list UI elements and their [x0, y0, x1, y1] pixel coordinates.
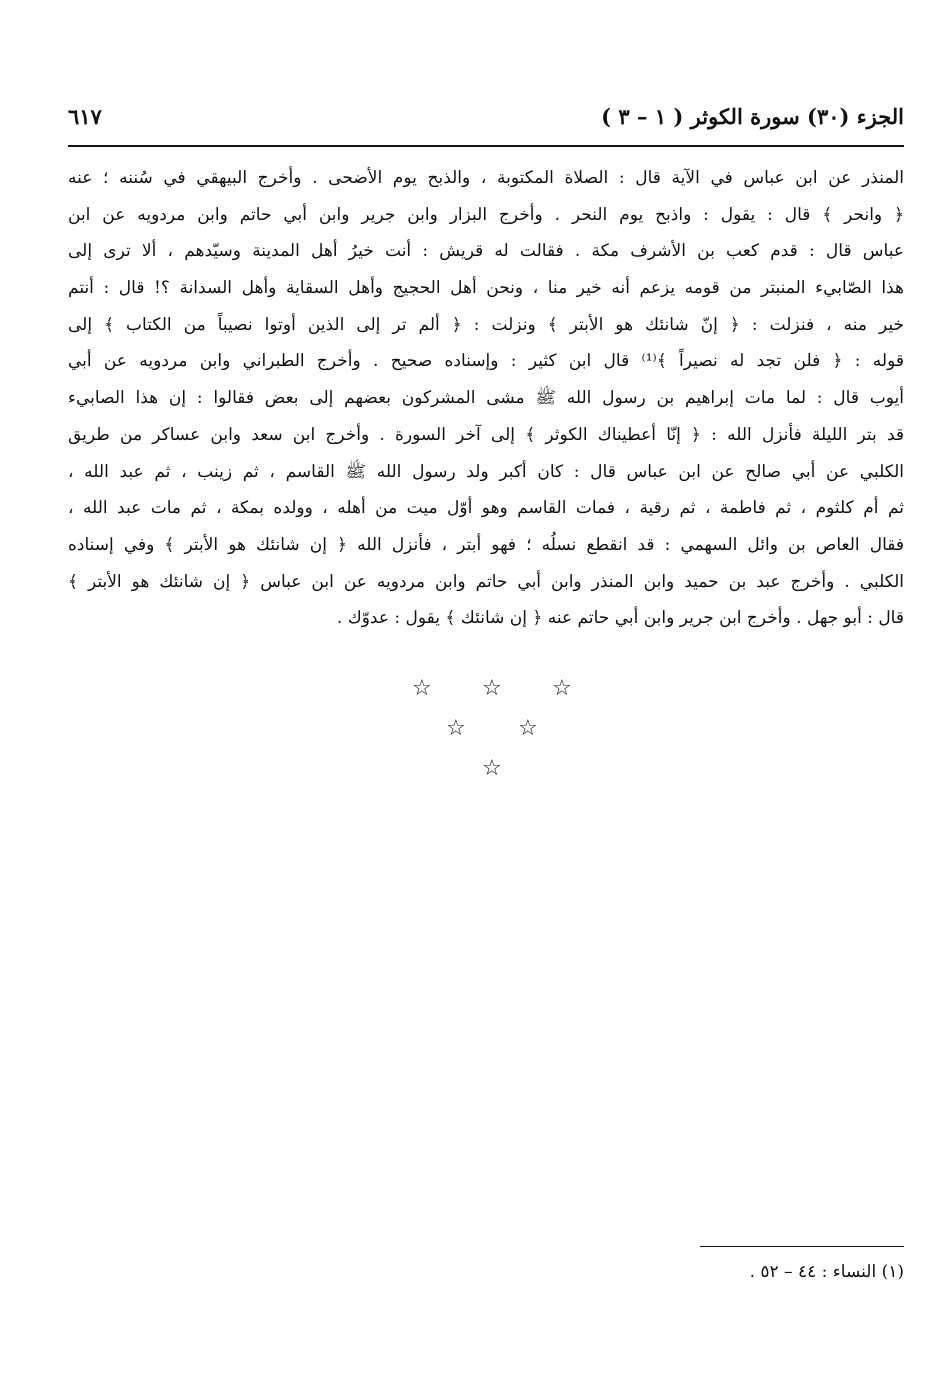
text-line: قوله : ﴿ فلن تجد له نصيراً ﴾⁽¹⁾ قال ابن كثير : وإسناده صحيح . وأخرج الطبراني وابن مردويه عن أبي: [68, 351, 904, 372]
text-line: المنذر عن ابن عباس في الآية قال : الصلاة المكتوبة ، والذبح يوم الأضحى . وأخرج البيهقي في سُننه ؛ عنه: [68, 168, 904, 188]
text-line: الكلبي عن أبي صالح عن ابن عباس قال : كان أكبر ولد رسول الله ﷺ القاسم ، ثم زينب ، ثم عبد الله ،: [68, 461, 904, 482]
page-number: ٦١٧: [68, 104, 102, 129]
page-header: [68, 104, 904, 140]
header-divider: [68, 145, 904, 147]
text-line: ﴿ وانحر ﴾ قال : يقول : واذبح يوم النحر . وأخرج البزار وابن جرير وابن أبي حاتم وابن مردويه عن ابن: [68, 204, 904, 225]
text-line: قد بتر الليلة فأنزل الله : ﴿ إنّا أعطيناك الكوثر ﴾ إلى آخر السورة . وأخرج ابن سعد وابن عساكر من طريق: [68, 424, 904, 445]
text-line: الكلبي . وأخرج عبد بن حميد وابن المنذر وابن أبي حاتم وابن مردويه عن ابن عباس ﴿ إن شانئك هو الأبتر ﴾: [68, 571, 904, 592]
star-icon: ☆: [552, 676, 572, 701]
text-line: ثم أم كلثوم ، ثم فاطمة ، ثم رقية ، فمات القاسم وهو أوّل ميت من أهله ، وولده بمكة ، ثم مات عبد الله ،: [68, 498, 904, 519]
text-line: هذا الصّابيء المنبتر من قومه يزعم أنه خير منا ، ونحن أهل الحجيج وأهل السقاية وأهل السدانة ؟! قال : أنتم: [68, 278, 904, 299]
text-line: عباس قال : قدم كعب بن الأشرف مكة . فقالت له قريش : أنت خيرُ أهل المدينة وسيّدهم ، ألا ترى إلى: [68, 241, 904, 262]
main-text: [68, 160, 904, 637]
star-icon: ☆: [518, 716, 538, 741]
star-icon: ☆: [412, 676, 432, 701]
text-line: قال : أبو جهل . وأخرج ابن جرير وابن أبي حاتم عنه ﴿ إن شانئك ﴾ يقول : عدوّك .: [336, 608, 904, 629]
star-icon: ☆: [482, 676, 502, 701]
section-end-ornament: [380, 672, 610, 792]
footnote-divider: [700, 1246, 904, 1247]
text-line: خير منه ، فنزلت : ﴿ إنّ شانئك هو الأبتر ﴾ ونزلت : ﴿ ألم تر إلى الذين أوتوا نصيباً من الكتاب ﴾ إلى: [68, 314, 904, 335]
text-line: أيوب قال : لما مات إبراهيم بن رسول الله ﷺ مشى المشركون بعضهم إلى بعض فقالوا : إن هذا الصابيء: [68, 388, 904, 409]
star-icon: ☆: [446, 716, 466, 741]
text-line: فقال العاص بن وائل السهمي : قد انقطع نسلُه ؛ فهو أبتر ، فأنزل الله ﴿ إن شانئك هو الأبتر ﴾ وفي إسناده: [68, 534, 904, 555]
footnote: (١) النساء : ٤٤ – ٥٢ .: [749, 1262, 904, 1282]
running-title: الجزء (٣٠) سورة الكوثر ( ١ – ٣ ): [601, 104, 904, 129]
star-icon: ☆: [482, 756, 502, 781]
